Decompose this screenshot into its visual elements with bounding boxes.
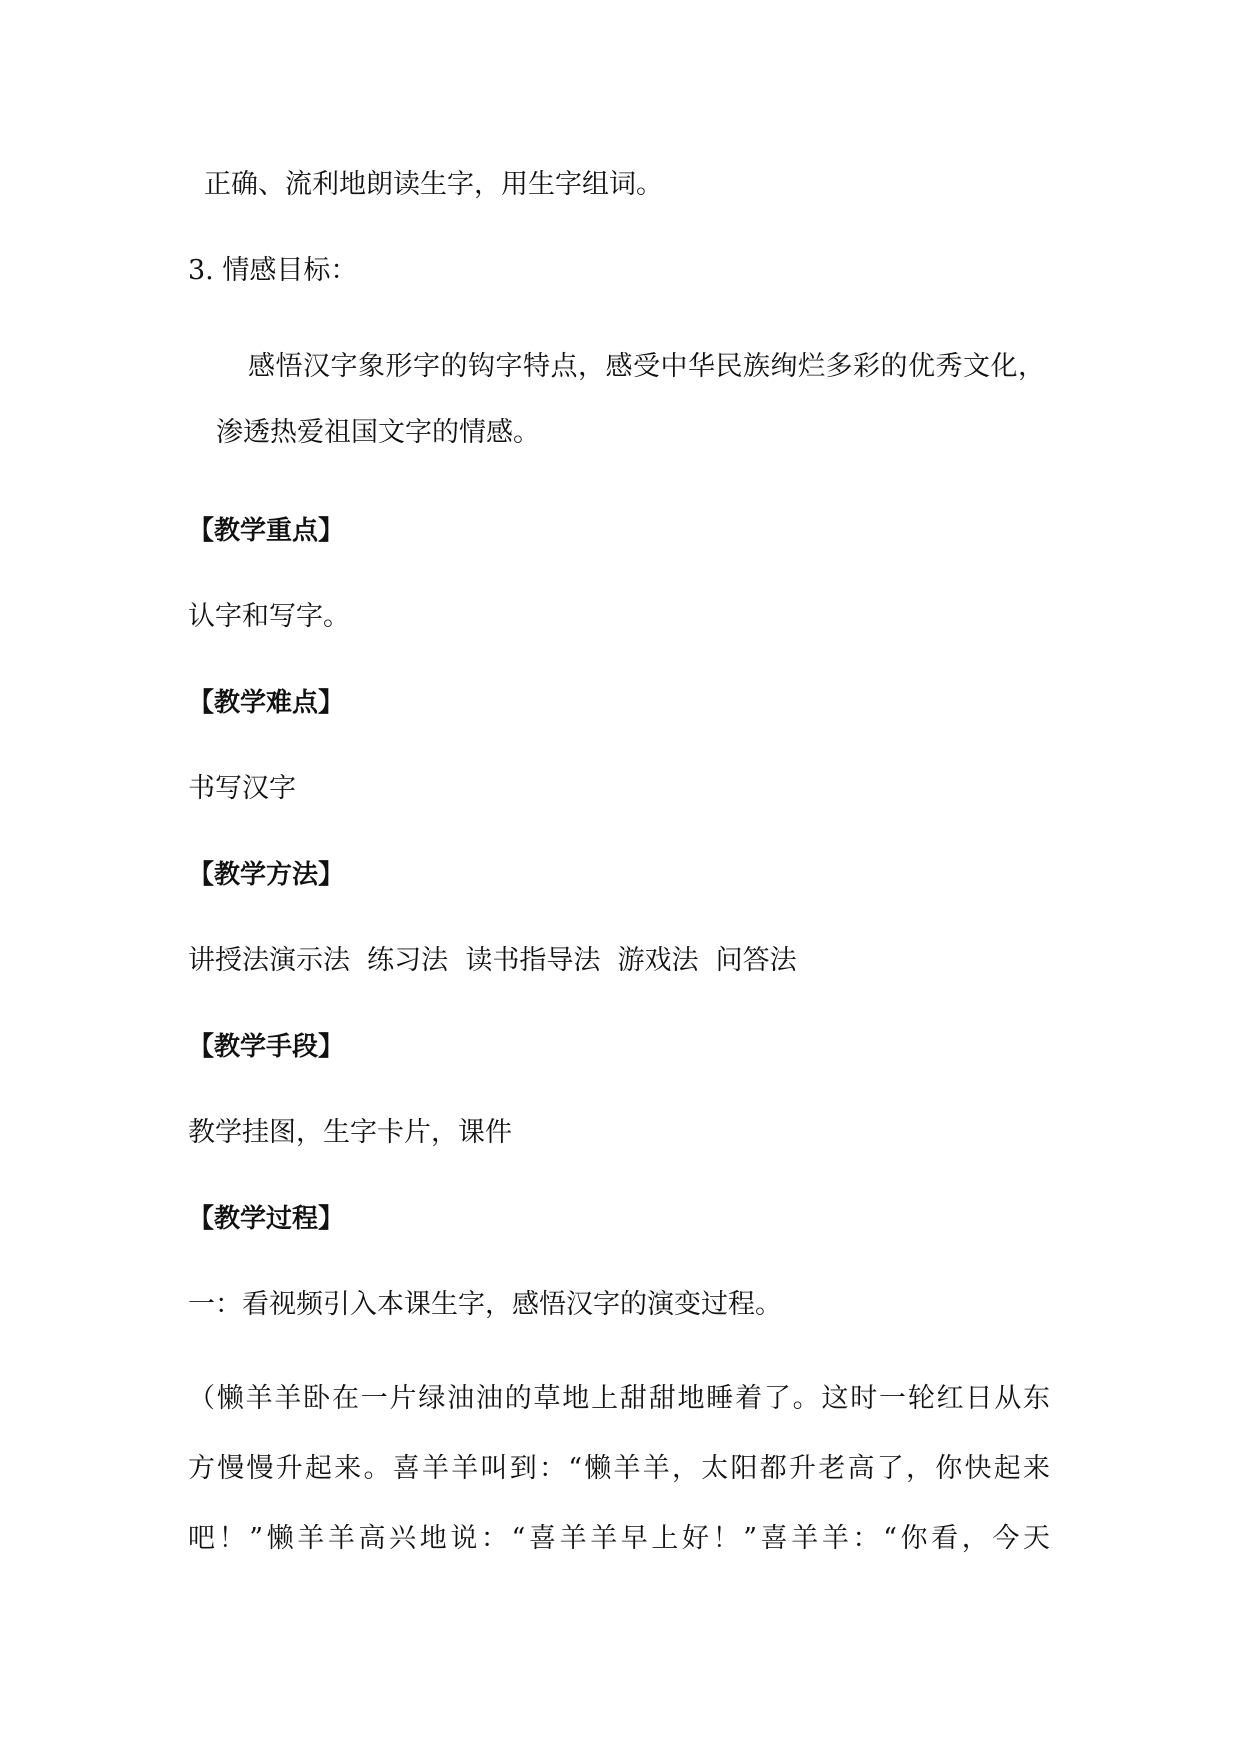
section-heading-methods: 【教学方法】 xyxy=(188,860,345,890)
section-heading-difficulties: 【教学难点】 xyxy=(188,688,345,718)
methods-text: 讲授法演示法 练习法 读书指导法 游戏法 问答法 xyxy=(188,945,797,976)
process-story-line-3: 吧！”懒羊羊高兴地说：“喜羊羊早上好！”喜羊羊：“你看，今天 xyxy=(188,1523,1050,1554)
key-points-text: 认字和写字。 xyxy=(188,601,350,632)
section-heading-process: 【教学过程】 xyxy=(188,1204,345,1234)
section-heading-key-points: 【教学重点】 xyxy=(188,516,345,546)
process-story-line-2: 方慢慢升起来。喜羊羊叫到：“懒羊羊，太阳都升老高了，你快起来 xyxy=(188,1453,1050,1484)
difficulties-text: 书写汉字 xyxy=(188,773,296,804)
section-heading-means: 【教学手段】 xyxy=(188,1032,345,1062)
process-story-line-1: （懒羊羊卧在一片绿油油的草地上甜甜地睡着了。这时一轮红日从东 xyxy=(188,1383,1050,1414)
emotional-objective-label: 3. 情感目标： xyxy=(188,255,358,286)
objective-text-reading: 正确、流利地朗读生字，用生字组词。 xyxy=(204,169,663,200)
emotional-objective-text-line-2: 渗透热爱祖国文字的情感。 xyxy=(216,417,540,448)
means-text: 教学挂图，生字卡片，课件 xyxy=(188,1117,512,1148)
emotional-objective-text-line-1: 感悟汉字象形字的钩字特点，感受中华民族绚烂多彩的优秀文化， xyxy=(248,351,1045,382)
process-step-1: 一：看视频引入本课生字，感悟汉字的演变过程。 xyxy=(188,1289,782,1320)
